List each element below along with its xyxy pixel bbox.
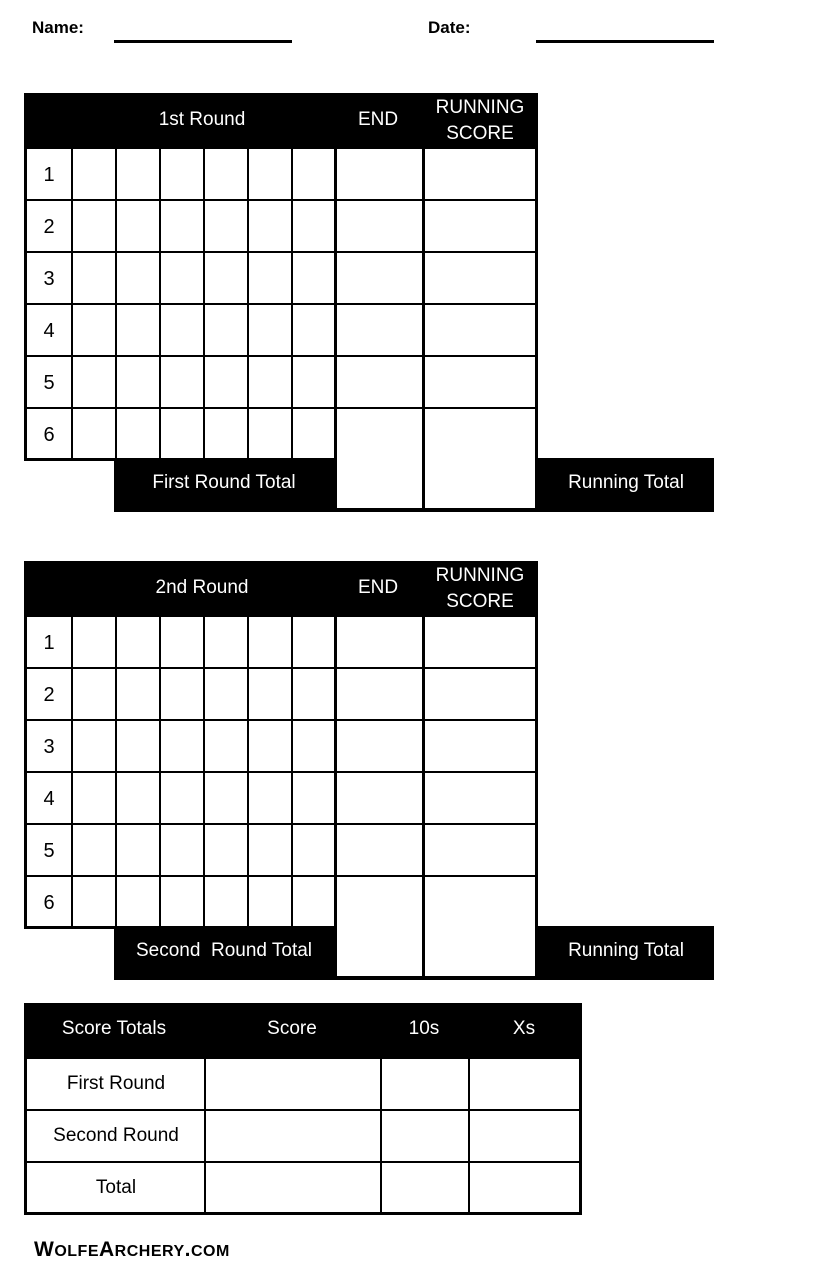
second-round-total-end-cell[interactable] [334, 926, 425, 979]
table-row [27, 773, 535, 825]
brand-letter: W [34, 1238, 55, 1261]
row-number: 2 [43, 216, 55, 238]
table-row [27, 1111, 579, 1163]
row-number: 1 [43, 164, 55, 186]
running-total-label: Running Total [568, 472, 684, 493]
table-row [27, 357, 535, 409]
first-round-total-label: First Round Total [152, 472, 296, 493]
name-label: Name: [32, 18, 84, 37]
brand-letter: . [184, 1238, 191, 1261]
round1-end-label: END [357, 109, 399, 130]
row-number: 2 [43, 684, 55, 706]
table-row [27, 149, 535, 201]
first-round-total-running-cell[interactable] [422, 458, 538, 511]
row-number: 5 [43, 372, 55, 394]
table-row [27, 825, 535, 877]
tens-column-header: 10s [408, 1018, 440, 1039]
running-label-line2: SCORE [446, 123, 514, 144]
round2-end-label: END [357, 577, 399, 598]
table-row [27, 253, 535, 305]
row-number: 3 [43, 736, 55, 758]
brand-part: OLFE [54, 1243, 99, 1260]
brand-letter: A [99, 1238, 115, 1261]
row-number: 3 [43, 268, 55, 290]
xs-column-header: Xs [512, 1018, 536, 1039]
table-row [27, 1163, 579, 1215]
running-total-label: Running Total [568, 940, 684, 961]
round1-title: 1st Round [158, 109, 246, 130]
table-row [27, 721, 535, 773]
round2-title: 2nd Round [155, 577, 249, 598]
brand-part: COM [190, 1243, 230, 1260]
round2-running-label [424, 563, 536, 615]
score-totals-header [24, 1003, 582, 1059]
row-number: 1 [43, 632, 55, 654]
table-row [27, 305, 535, 357]
row-number: 4 [43, 788, 55, 810]
row-number: 6 [43, 424, 55, 446]
date-field[interactable] [536, 40, 714, 43]
score-column-header: Score [267, 1018, 317, 1039]
first-round-total-end-cell[interactable] [334, 458, 425, 511]
row-number: 5 [43, 840, 55, 862]
table-row [27, 669, 535, 721]
table-row [27, 617, 535, 669]
row-number: 4 [43, 320, 55, 342]
running-label-line1: RUNNING [435, 97, 525, 118]
round2-grid [24, 614, 538, 929]
table-row [27, 201, 535, 253]
running-label-line2: SCORE [446, 591, 514, 612]
date-label: Date: [428, 18, 471, 37]
name-field[interactable] [114, 40, 292, 43]
first-round-row-label: First Round [66, 1073, 166, 1094]
second-round-total-running-cell[interactable] [422, 926, 538, 979]
score-totals-title: Score Totals [61, 1018, 167, 1039]
table-row [27, 409, 535, 461]
brand-part: RCHERY [114, 1243, 185, 1260]
running-label-line1: RUNNING [435, 565, 525, 586]
score-totals-grid [24, 1056, 582, 1215]
round1-running-label [424, 95, 536, 147]
row-number: 6 [43, 892, 55, 914]
round2-header [24, 561, 538, 617]
table-row [27, 877, 535, 929]
table-row [27, 1059, 579, 1111]
round1-header [24, 93, 538, 149]
second-round-total-label: Second Round Total [135, 940, 313, 961]
footer-brand [34, 1238, 230, 1262]
total-row-label: Total [95, 1177, 137, 1198]
second-round-row-label: Second Round [53, 1125, 179, 1146]
round1-grid [24, 146, 538, 461]
